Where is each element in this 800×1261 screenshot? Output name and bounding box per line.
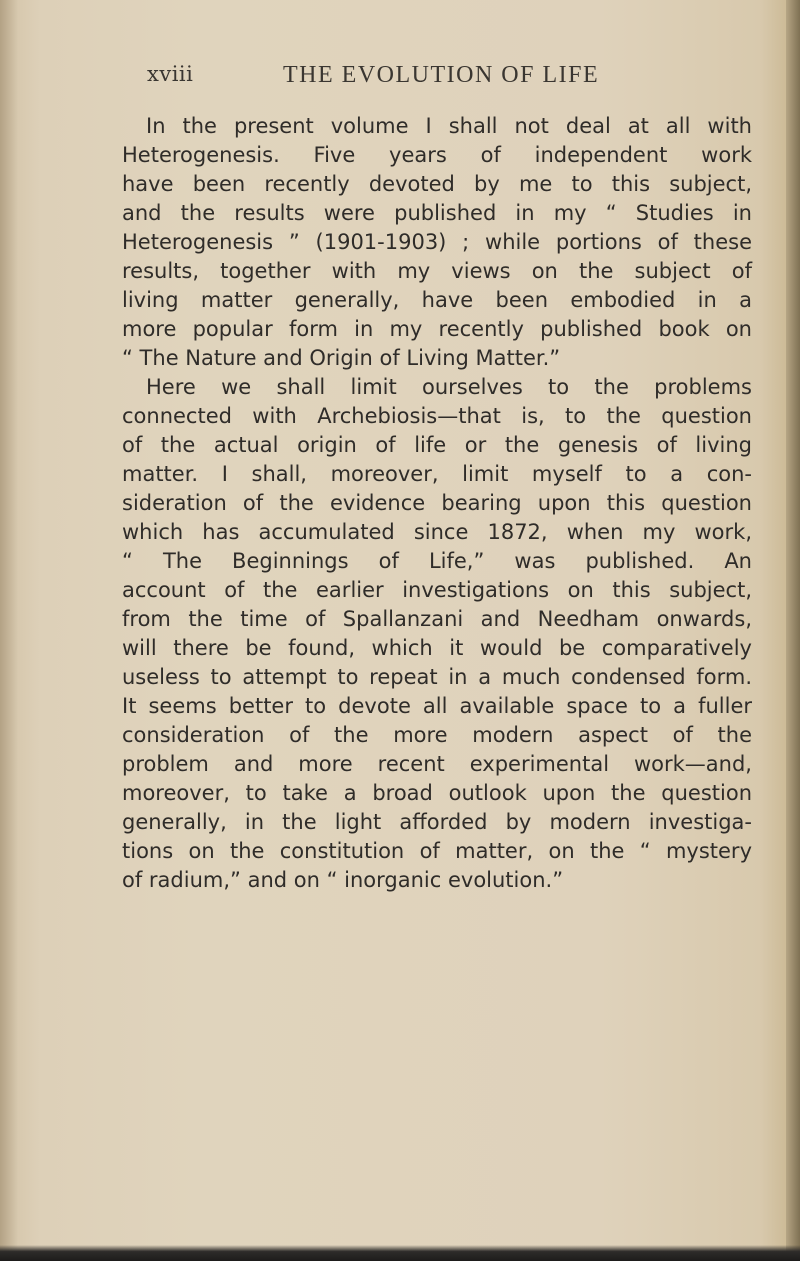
scan-bottom-edge bbox=[0, 1245, 800, 1261]
text-line: of the actual origin of life or the genesis of living bbox=[122, 433, 752, 457]
gutter-shadow bbox=[0, 0, 18, 1261]
page-edge bbox=[786, 0, 800, 1261]
text-line: account of the earlier investigations on this subject, bbox=[122, 578, 752, 602]
text-line: “ The Nature and Origin of Living Matter.” bbox=[122, 346, 561, 370]
text-line: sideration of the evidence bearing upon this question bbox=[122, 491, 752, 515]
text-line: moreover, to take a broad outlook upon the question bbox=[122, 781, 752, 805]
text-line: useless to attempt to repeat in a much condensed form. bbox=[122, 665, 752, 689]
running-head: THE EVOLUTION OF LIFE bbox=[283, 62, 600, 88]
text-line: It seems better to devote all available space to a fuller bbox=[122, 694, 752, 718]
text-line: of radium,” and on “ inorganic evolution.” bbox=[122, 868, 564, 892]
text-line: consideration of the more modern aspect of the bbox=[122, 723, 752, 747]
text-line: more popular form in my recently published book on bbox=[122, 317, 752, 341]
text-line: In the present volume I shall not deal at all with bbox=[146, 114, 752, 138]
text-line: Here we shall limit ourselves to the problems bbox=[146, 375, 752, 399]
text-line: “ The Beginnings of Life,” was published. An bbox=[122, 549, 752, 573]
text-line: which has accumulated since 1872, when my work, bbox=[122, 520, 752, 544]
text-line: tions on the constitution of matter, on the “ mystery bbox=[122, 839, 752, 863]
text-line: living matter generally, have been embodied in a bbox=[122, 288, 752, 312]
page-header bbox=[147, 62, 747, 98]
paragraph bbox=[122, 373, 752, 895]
text-line: will there be found, which it would be comparatively bbox=[122, 636, 752, 660]
text-line: results, together with my views on the subject of bbox=[122, 259, 752, 283]
text-line: generally, in the light afforded by modern investiga- bbox=[122, 810, 752, 834]
text-line: Heterogenesis. Five years of independent work bbox=[122, 143, 752, 167]
paragraph bbox=[122, 112, 752, 373]
text-line: matter. I shall, moreover, limit myself to a con- bbox=[122, 462, 752, 486]
page-number: xviii bbox=[147, 62, 194, 86]
text-line: Heterogenesis ” (1901-1903) ; while portions of these bbox=[122, 230, 752, 254]
text-line: have been recently devoted by me to this subject, bbox=[122, 172, 752, 196]
text-line: from the time of Spallanzani and Needham onwards, bbox=[122, 607, 752, 631]
text-line: and the results were published in my “ Studies in bbox=[122, 201, 752, 225]
body-text bbox=[122, 112, 752, 895]
text-line: connected with Archebiosis—that is, to the question bbox=[122, 404, 752, 428]
text-line: problem and more recent experimental work—and, bbox=[122, 752, 752, 776]
